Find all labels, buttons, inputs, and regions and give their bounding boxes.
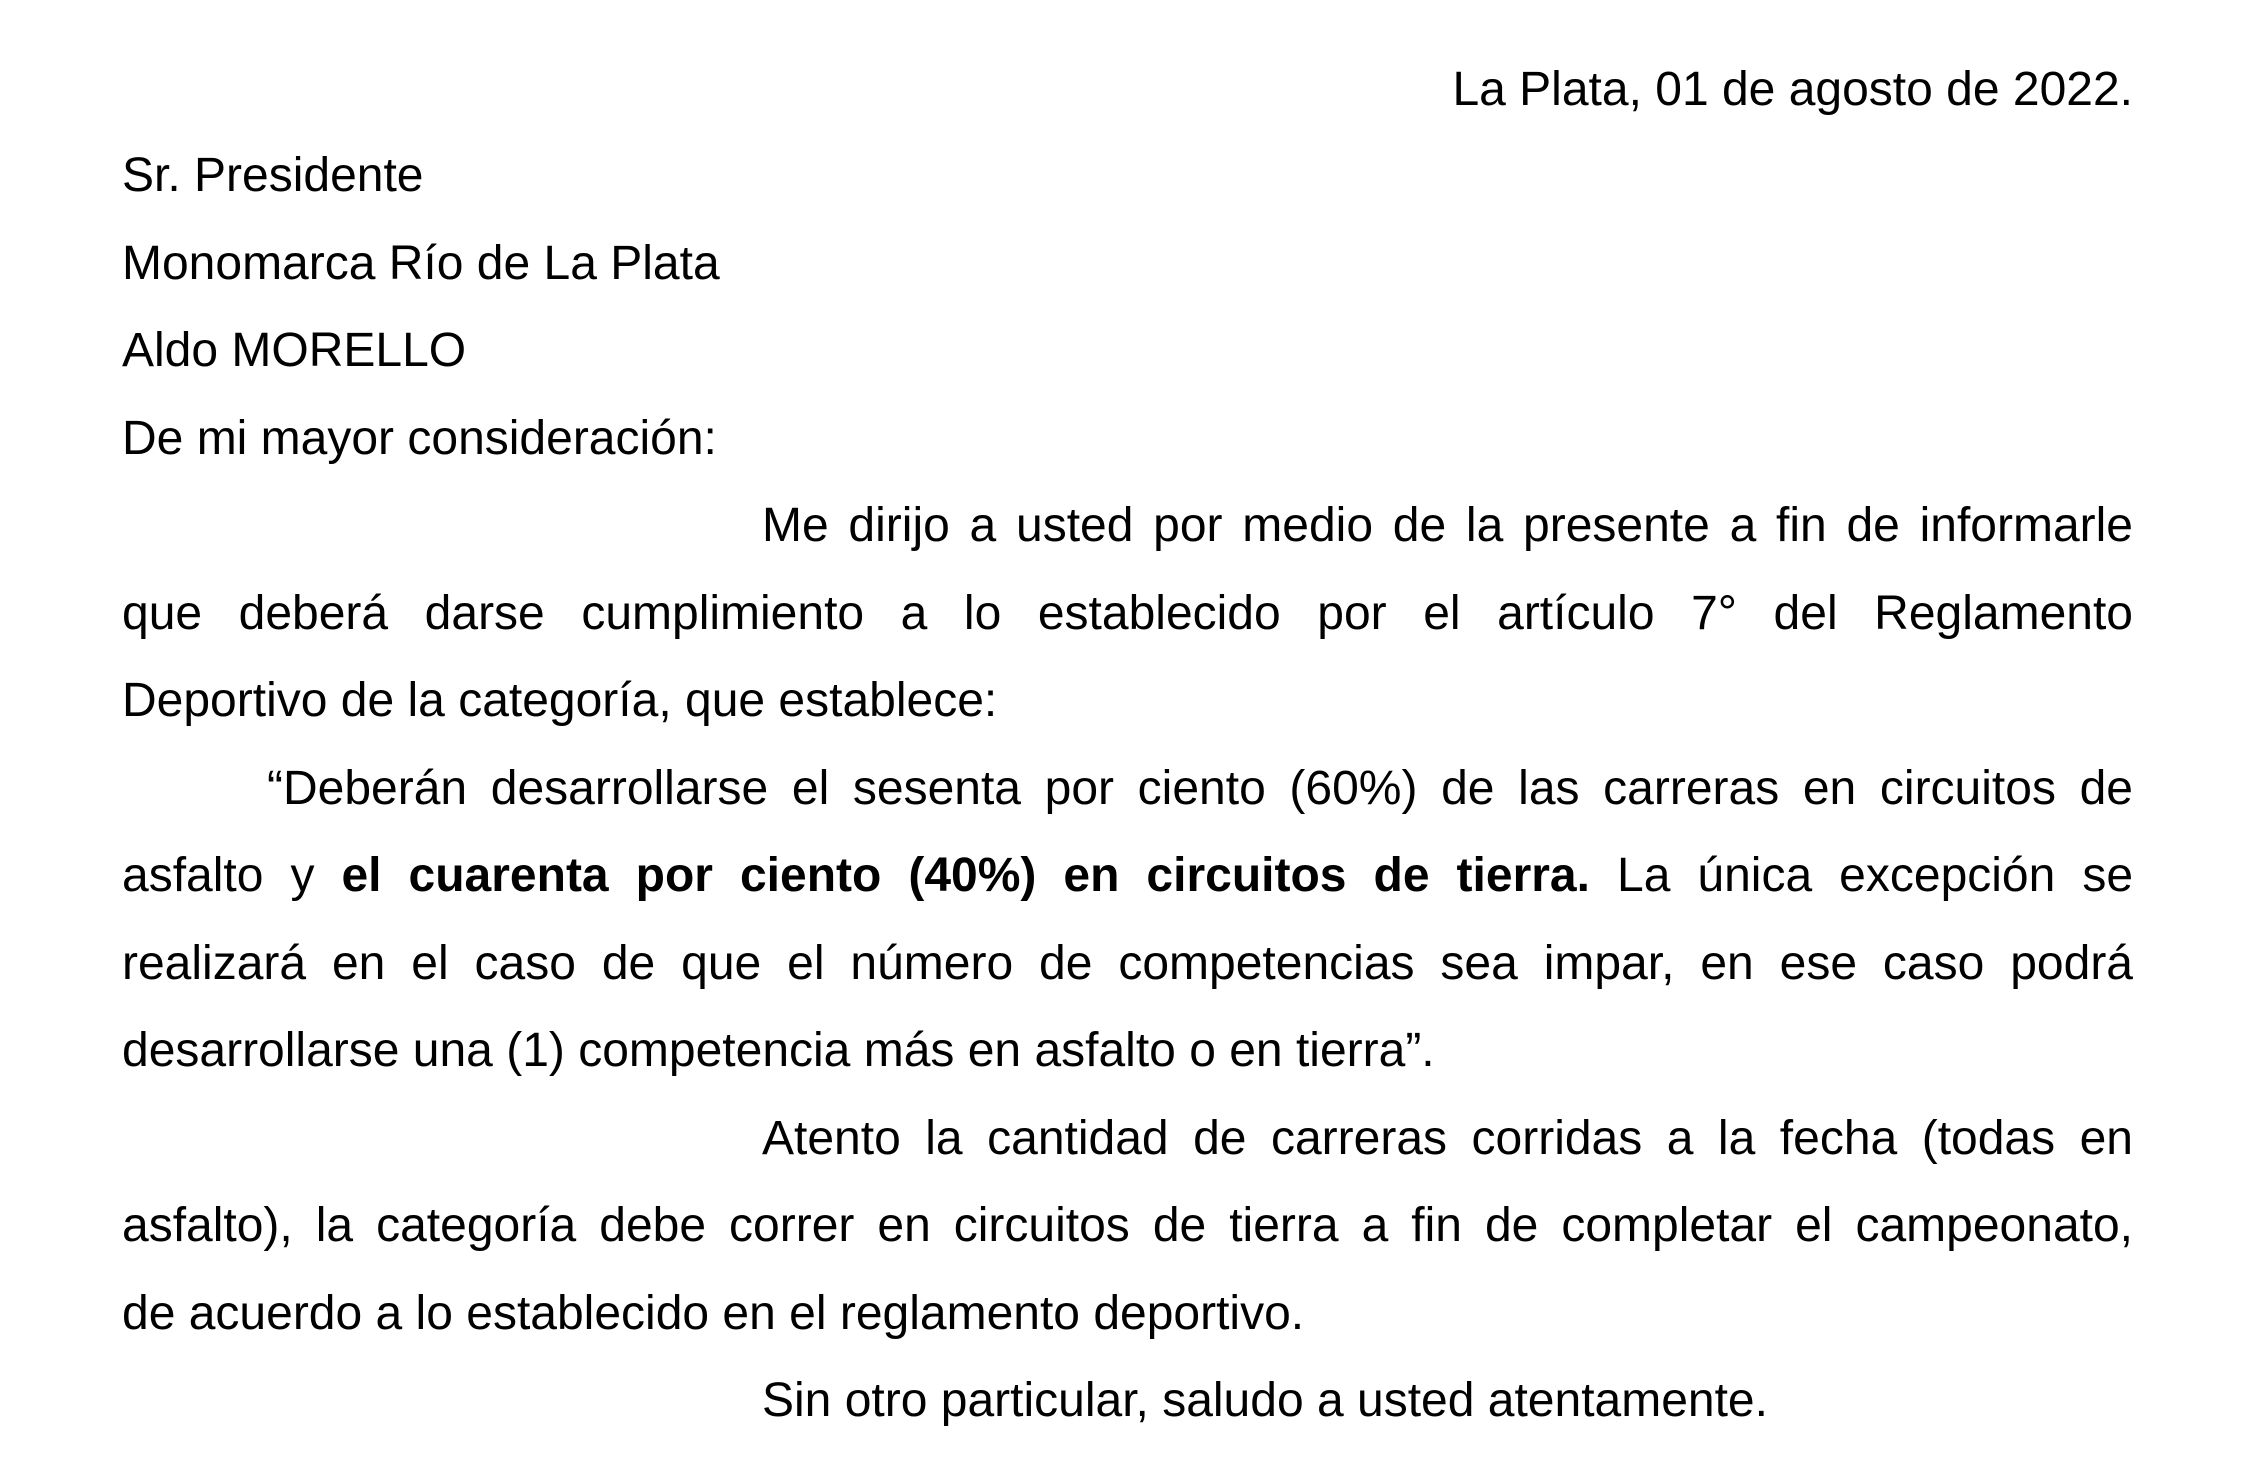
quote-line2-end: La única excepción se xyxy=(1617,849,2134,902)
recipient-organization: Monomarca Río de La Plata xyxy=(122,237,720,290)
closing-line: Sin otro particular, saludo a usted atentamente. xyxy=(762,1374,1768,1427)
recipient-name: Aldo MORELLO xyxy=(122,324,467,377)
quote-line2-start: asfalto y xyxy=(122,849,315,902)
letter-page xyxy=(122,0,2133,1457)
quote-line2 xyxy=(122,848,2133,904)
paragraph2-line3: de acuerdo a lo establecido en el reglamento deportivo. xyxy=(122,1287,1305,1340)
quote-bold-text: el cuarenta por ciento (40%) en circuitos de tierra. xyxy=(341,849,1590,902)
salutation: De mi mayor consideración: xyxy=(122,412,717,465)
date-line: La Plata, 01 de agosto de 2022. xyxy=(1452,63,2133,116)
recipient-title: Sr. Presidente xyxy=(122,149,424,202)
quote-line4: desarrollarse una (1) competencia más en asfalto o en tierra”. xyxy=(122,1024,1435,1077)
quote-line1: “Deberán desarrollarse el sesenta por ciento (60%) de las carreras en circuitos de xyxy=(267,762,2133,815)
paragraph2-line1: Atento la cantidad de carreras corridas a la fecha (todas en xyxy=(762,1112,2133,1165)
paragraph1-line3: Deportivo de la categoría, que establece: xyxy=(122,674,998,727)
paragraph1-line1: Me dirijo a usted por medio de la presente a fin de informarle xyxy=(762,499,2133,552)
paragraph2-line2: asfalto), la categoría debe correr en circuitos de tierra a fin de completar el campeonato, xyxy=(122,1199,2133,1252)
paragraph1-line2: que deberá darse cumplimiento a lo establecido por el artículo 7° del Reglamento xyxy=(122,587,2133,640)
quote-line3: realizará en el caso de que el número de competencias sea impar, en ese caso podrá xyxy=(122,937,2133,990)
